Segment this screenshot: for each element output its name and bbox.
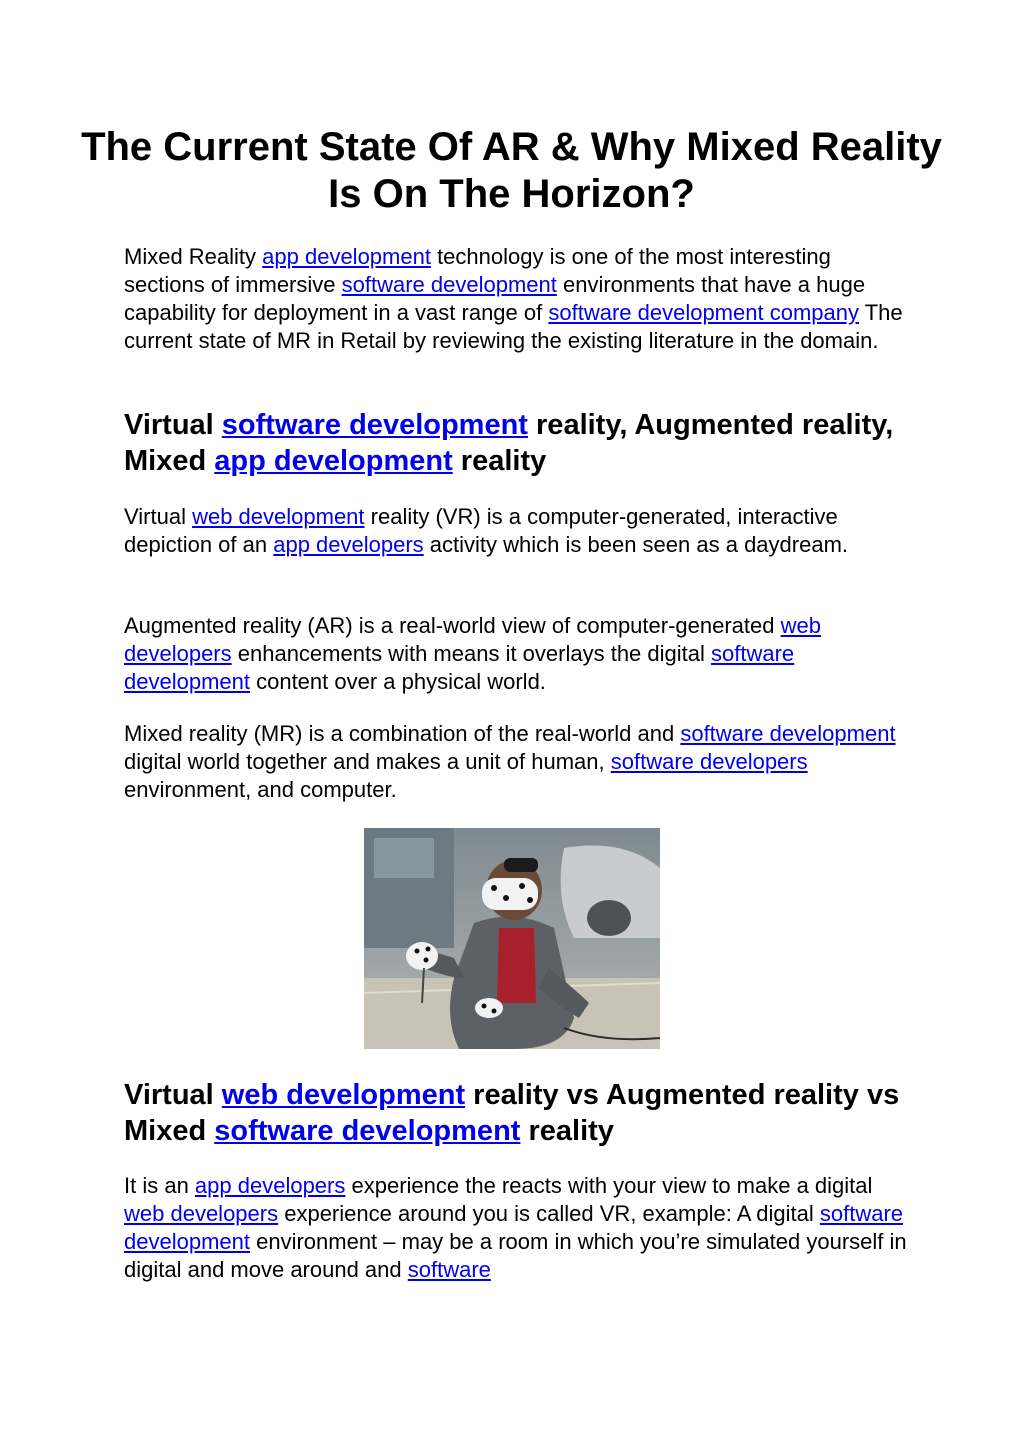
link-web-developers-2[interactable]: web developers	[124, 1201, 279, 1226]
link-web-developers[interactable]: web developers	[124, 613, 821, 666]
vr-example-paragraph	[124, 1172, 914, 1284]
link-software-development[interactable]: software development	[341, 272, 557, 297]
heading2-text-3: reality	[520, 1115, 614, 1147]
vr-text-1: Virtual	[124, 504, 193, 529]
vr-text-3: activity which is been seen as a daydream.	[423, 532, 849, 557]
last-text-1: It is an	[124, 1173, 195, 1198]
ar-text-3: content over a physical world.	[249, 669, 546, 694]
intro-text-1: Mixed Reality	[124, 244, 263, 269]
last-text-3: experience around you is called VR, example: A digital	[278, 1201, 820, 1226]
ar-text-1: Augmented reality (AR) is a real-world view of computer-generated	[124, 613, 781, 638]
intro-text-3: environments that have a huge capability for deployment in a vast range of	[124, 272, 866, 325]
link-app-developers-2[interactable]: app developers	[194, 1173, 346, 1198]
heading1-link-software-development[interactable]: software development	[221, 409, 528, 441]
mr-text-1: Mixed reality (MR) is a combination of the real-world and	[124, 721, 681, 746]
link-app-development[interactable]: app development	[262, 244, 431, 269]
last-text-4: environment – may be a room in which you’re simulated yourself in digital and move around and	[124, 1229, 907, 1282]
heading2-link-software-development[interactable]: software development	[214, 1115, 521, 1147]
ar-text-2: enhancements with means it overlays the digital	[231, 641, 711, 666]
link-software-development-ar[interactable]: software development	[124, 641, 795, 694]
section-heading-1	[124, 407, 914, 479]
intro-text-4: The current state of MR in Retail by reviewing the existing literature in the domain.	[124, 300, 903, 353]
link-app-developers[interactable]: app developers	[273, 532, 424, 557]
heading2-link-web-development[interactable]: web development	[221, 1079, 466, 1111]
heading2-text-2: reality vs Augmented reality vs Mixed	[124, 1079, 900, 1147]
vr-headset-photo	[364, 828, 660, 1049]
mr-paragraph	[124, 720, 914, 804]
link-software[interactable]: software	[407, 1257, 491, 1282]
page-title: The Current State Of AR & Why Mixed Reality Is On The Horizon?	[81, 125, 942, 216]
ar-paragraph	[124, 612, 914, 696]
vr-text-2: reality (VR) is a computer-generated, interactive depiction of an	[124, 504, 838, 557]
last-text-2: experience the reacts with your view to make a digital	[345, 1173, 873, 1198]
link-software-development-company[interactable]: software development company	[548, 300, 859, 325]
link-web-development[interactable]: web development	[192, 504, 365, 529]
vr-paragraph	[124, 503, 914, 559]
heading1-text-1: Virtual	[124, 409, 222, 441]
mr-text-3: environment, and computer.	[124, 777, 397, 802]
intro-paragraph	[124, 243, 914, 355]
section-heading-2	[124, 1077, 914, 1149]
heading1-text-2: reality, Augmented reality, Mixed	[124, 409, 894, 477]
link-software-developers[interactable]: software developers	[610, 749, 808, 774]
intro-text-2: technology is one of the most interesting sections of immersive	[124, 244, 831, 297]
link-software-development-mr[interactable]: software development	[680, 721, 896, 746]
heading1-link-app-development[interactable]: app development	[214, 445, 453, 477]
heading2-text-1: Virtual	[124, 1079, 222, 1111]
link-software-development-2[interactable]: software development	[124, 1201, 904, 1254]
heading1-text-3: reality	[452, 445, 547, 477]
mr-text-2: digital world together and makes a unit of human,	[124, 749, 611, 774]
vr-photo-illustration	[364, 828, 660, 1049]
